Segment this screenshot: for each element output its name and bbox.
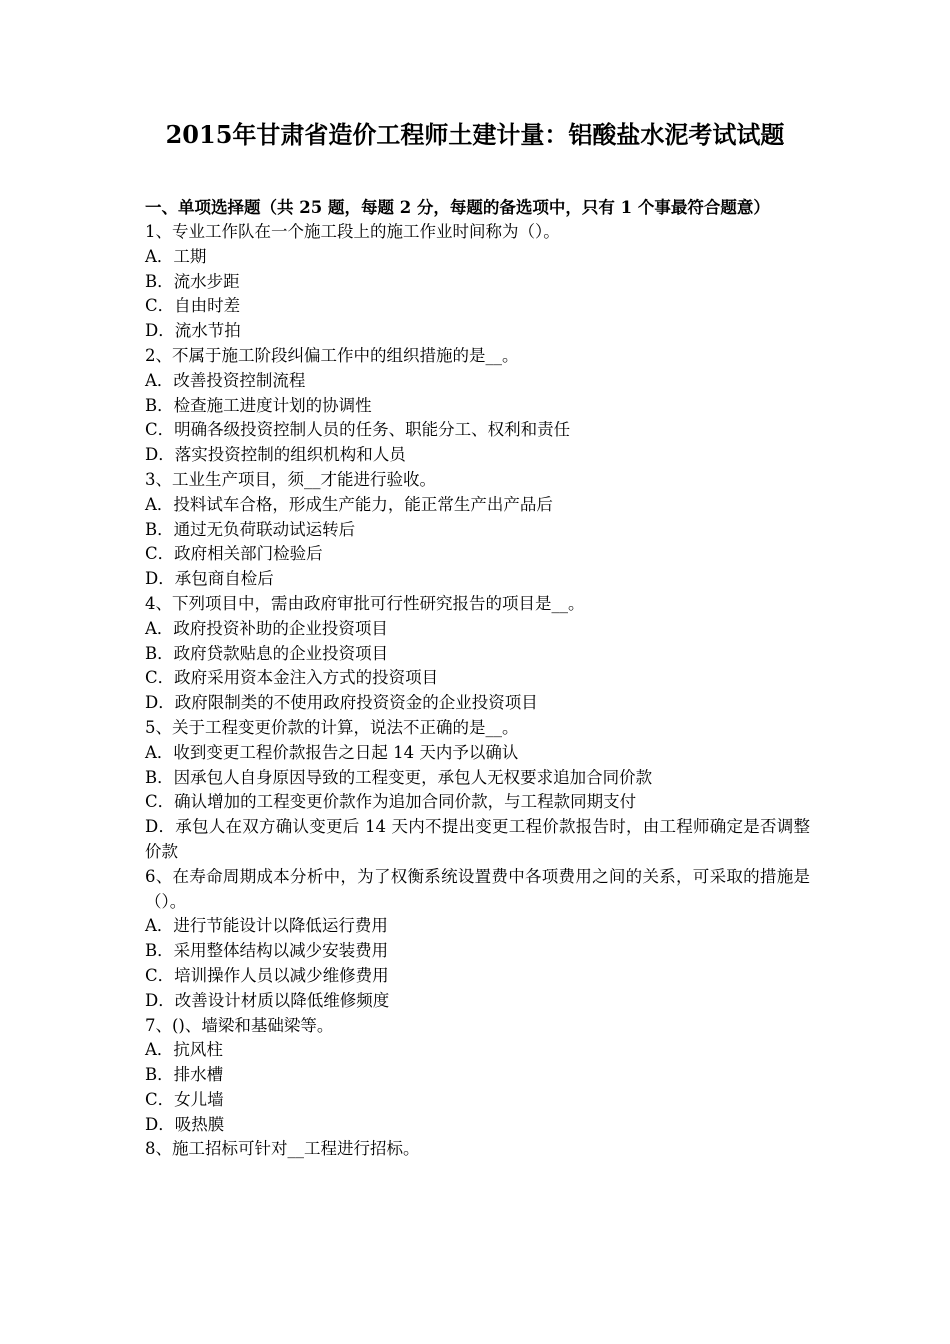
question-3 bbox=[145, 468, 810, 592]
option-a: A．收到变更工程价款报告之日起 14 天内予以确认 bbox=[145, 742, 519, 762]
document-body bbox=[145, 196, 810, 1162]
question-stem: 8、施工招标可针对__工程进行招标。 bbox=[145, 1139, 420, 1159]
option-b: B．因承包人自身原因导致的工程变更，承包人无权要求追加合同价款 bbox=[145, 767, 653, 787]
option-b: B．检查施工进度计划的协调性 bbox=[145, 395, 372, 415]
option-c: C．自由时差 bbox=[145, 296, 241, 316]
option-b: B．流水步距 bbox=[145, 271, 240, 291]
option-c: C．女儿墙 bbox=[145, 1089, 224, 1109]
question-8 bbox=[145, 1137, 810, 1162]
question-stem: 3、工业生产项目，须__才能进行验收。 bbox=[145, 469, 436, 489]
page-title: 2015年甘肃省造价工程师土建计量：铝酸盐水泥考试试题 bbox=[165, 120, 785, 149]
option-b: B．通过无负荷联动试运转后 bbox=[145, 519, 356, 539]
question-4 bbox=[145, 592, 810, 716]
option-d: D．流水节拍 bbox=[145, 321, 241, 341]
option-c: C．明确各级投资控制人员的任务、职能分工、权利和责任 bbox=[145, 420, 571, 440]
option-c: C．政府相关部门检验后 bbox=[145, 544, 323, 564]
option-d: D．落实投资控制的组织机构和人员 bbox=[145, 445, 406, 465]
question-7 bbox=[145, 1014, 810, 1138]
option-b: B．采用整体结构以减少安装费用 bbox=[145, 941, 389, 961]
option-b: B．政府贷款贴息的企业投资项目 bbox=[145, 643, 389, 663]
option-a: A．投料试车合格，形成生产能力，能正常生产出产品后 bbox=[145, 494, 553, 514]
question-5 bbox=[145, 716, 810, 865]
option-d: D．吸热膜 bbox=[145, 1114, 225, 1134]
question-stem: 2、不属于施工阶段纠偏工作中的组织措施的是__。 bbox=[145, 345, 519, 365]
option-d: D．承包人在双方确认变更后 14 天内不提出变更工程价款报告时，由工程师确定是否调整价款 bbox=[145, 817, 810, 861]
question-stem: 4、下列项目中，需由政府审批可行性研究报告的项目是__。 bbox=[145, 593, 585, 613]
question-1 bbox=[145, 220, 810, 344]
question-6 bbox=[145, 865, 810, 1014]
option-b: B．排水槽 bbox=[145, 1065, 224, 1085]
option-d: D．承包商自检后 bbox=[145, 569, 274, 589]
option-a: A．改善投资控制流程 bbox=[145, 370, 306, 390]
option-d: D．政府限制类的不使用政府投资资金的企业投资项目 bbox=[145, 693, 538, 713]
option-a: A．抗风柱 bbox=[145, 1040, 223, 1060]
option-a: A．工期 bbox=[145, 246, 207, 266]
option-a: A．政府投资补助的企业投资项目 bbox=[145, 618, 388, 638]
question-2 bbox=[145, 344, 810, 468]
question-stem: 6、在寿命周期成本分析中，为了权衡系统设置费中各项费用之间的关系，可采取的措施是（）。 bbox=[145, 866, 810, 911]
question-stem: 1、专业工作队在一个施工段上的施工作业时间称为（）。 bbox=[145, 222, 560, 241]
option-c: C．政府采用资本金注入方式的投资项目 bbox=[145, 668, 439, 688]
section-heading: 一、单项选择题（共 25 题，每题 2 分，每题的备选项中，只有 1 个事最符合题意） bbox=[145, 198, 770, 217]
option-d: D．改善设计材质以降低维修频度 bbox=[145, 990, 390, 1010]
option-c: C．培训操作人员以减少维修费用 bbox=[145, 965, 389, 985]
option-c: C．确认增加的工程变更价款作为追加合同价款，与工程款同期支付 bbox=[145, 792, 637, 812]
question-stem: 5、关于工程变更价款的计算，说法不正确的是__。 bbox=[145, 717, 519, 737]
question-stem: 7、()、墙梁和基础梁等。 bbox=[145, 1015, 334, 1035]
option-a: A．进行节能设计以降低运行费用 bbox=[145, 916, 388, 936]
